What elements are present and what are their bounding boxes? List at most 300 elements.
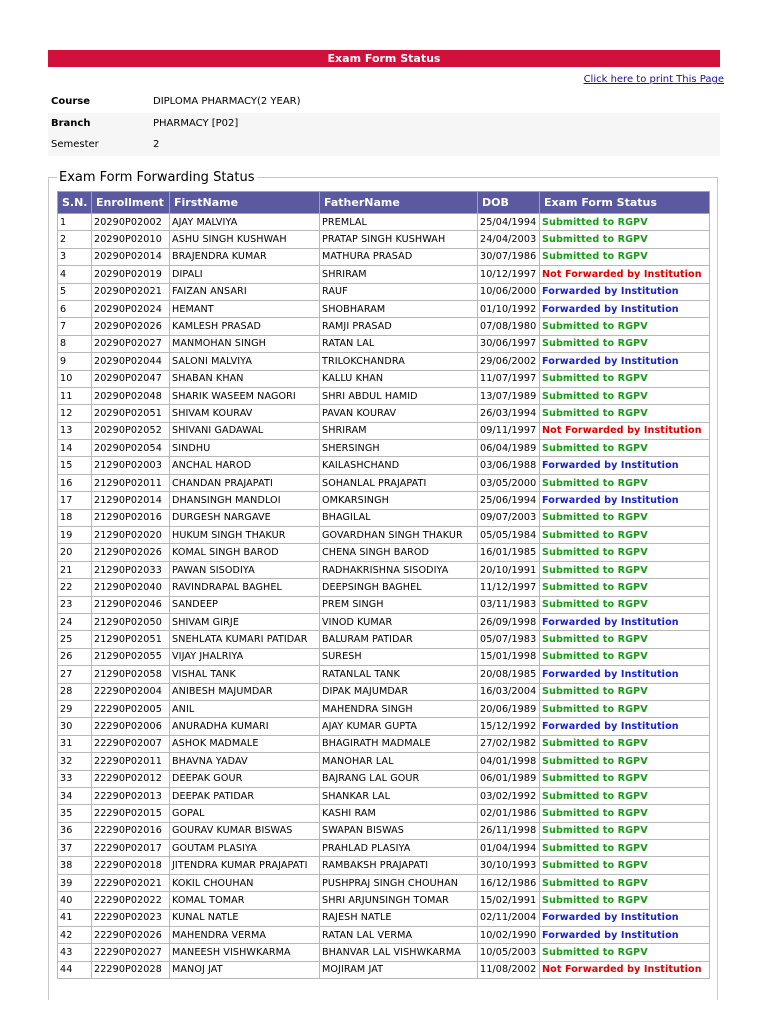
cell-enrollment: 20290P02024 — [92, 300, 170, 317]
table-row — [58, 370, 710, 387]
cell-fathername: SWAPAN BISWAS — [320, 822, 478, 839]
info-label: Semester — [48, 134, 150, 156]
cell-firstname: MAHENDRA VERMA — [170, 927, 320, 944]
cell-fathername: PREM SINGH — [320, 596, 478, 613]
cell-dob: 10/12/1997 — [478, 266, 540, 283]
table-row — [58, 840, 710, 857]
cell-fathername: SOHANLAL PRAJAPATI — [320, 474, 478, 491]
cell-firstname: MANEESH VISHWKARMA — [170, 944, 320, 961]
column-header-exam-form-status[interactable]: Exam Form Status — [540, 192, 710, 214]
cell-enrollment: 20290P02010 — [92, 231, 170, 248]
cell-dob: 03/11/1983 — [478, 596, 540, 613]
cell-status: Forwarded by Institution — [540, 613, 710, 630]
cell-status: Submitted to RGPV — [540, 509, 710, 526]
course-info-table — [48, 91, 720, 156]
cell-status: Submitted to RGPV — [540, 753, 710, 770]
column-header-firstname[interactable]: FirstName — [170, 192, 320, 214]
cell-enrollment: 20290P02044 — [92, 353, 170, 370]
cell-enrollment: 20290P02026 — [92, 318, 170, 335]
cell-status: Submitted to RGPV — [540, 561, 710, 578]
cell-status: Submitted to RGPV — [540, 648, 710, 665]
cell-fathername: GOVARDHAN SINGH THAKUR — [320, 527, 478, 544]
cell-status: Submitted to RGPV — [540, 579, 710, 596]
cell-dob: 05/07/1983 — [478, 631, 540, 648]
cell-fathername: MOJIRAM JAT — [320, 961, 478, 978]
table-row — [58, 509, 710, 526]
cell-sn: 34 — [58, 787, 92, 804]
table-row — [58, 892, 710, 909]
cell-firstname: DHANSINGH MANDLOI — [170, 492, 320, 509]
table-row — [58, 405, 710, 422]
cell-firstname: ASHOK MADMALE — [170, 735, 320, 752]
table-row — [58, 735, 710, 752]
cell-enrollment: 22290P02028 — [92, 961, 170, 978]
cell-fathername: MATHURA PRASAD — [320, 248, 478, 265]
cell-status: Submitted to RGPV — [540, 440, 710, 457]
cell-enrollment: 22290P02017 — [92, 840, 170, 857]
cell-firstname: SINDHU — [170, 440, 320, 457]
cell-enrollment: 21290P02003 — [92, 457, 170, 474]
cell-status: Forwarded by Institution — [540, 353, 710, 370]
cell-status: Submitted to RGPV — [540, 596, 710, 613]
cell-enrollment: 20290P02051 — [92, 405, 170, 422]
print-page-link[interactable]: Click here to print This Page — [583, 74, 724, 85]
cell-sn: 44 — [58, 961, 92, 978]
cell-firstname: ANIL — [170, 700, 320, 717]
cell-status: Submitted to RGPV — [540, 700, 710, 717]
cell-status: Not Forwarded by Institution — [540, 266, 710, 283]
cell-dob: 11/08/2002 — [478, 961, 540, 978]
cell-firstname: MANMOHAN SINGH — [170, 335, 320, 352]
cell-sn: 31 — [58, 735, 92, 752]
cell-status: Submitted to RGPV — [540, 874, 710, 891]
cell-dob: 15/02/1991 — [478, 892, 540, 909]
cell-dob: 26/03/1994 — [478, 405, 540, 422]
table-row — [58, 613, 710, 630]
table-row — [58, 248, 710, 265]
cell-sn: 9 — [58, 353, 92, 370]
table-row — [58, 718, 710, 735]
cell-status: Submitted to RGPV — [540, 822, 710, 839]
cell-enrollment: 21290P02026 — [92, 544, 170, 561]
cell-dob: 20/10/1991 — [478, 561, 540, 578]
cell-dob: 30/06/1997 — [478, 335, 540, 352]
cell-enrollment: 20290P02054 — [92, 440, 170, 457]
cell-sn: 8 — [58, 335, 92, 352]
cell-firstname: HEMANT — [170, 300, 320, 317]
cell-fathername: PRATAP SINGH KUSHWAH — [320, 231, 478, 248]
cell-enrollment: 20290P02027 — [92, 335, 170, 352]
status-table — [57, 191, 710, 979]
cell-firstname: DEEPAK PATIDAR — [170, 787, 320, 804]
cell-status: Submitted to RGPV — [540, 840, 710, 857]
cell-enrollment: 21290P02011 — [92, 474, 170, 491]
cell-enrollment: 21290P02016 — [92, 509, 170, 526]
cell-enrollment: 22290P02005 — [92, 700, 170, 717]
cell-fathername: RATAN LAL VERMA — [320, 927, 478, 944]
cell-sn: 28 — [58, 683, 92, 700]
cell-firstname: ANURADHA KUMARI — [170, 718, 320, 735]
cell-firstname: JITENDRA KUMAR PRAJAPATI — [170, 857, 320, 874]
info-label: Course — [51, 96, 90, 108]
cell-fathername: PRAHLAD PLASIYA — [320, 840, 478, 857]
column-header-enrollment[interactable]: Enrollment — [92, 192, 170, 214]
cell-enrollment: 22290P02007 — [92, 735, 170, 752]
cell-fathername: MANOHAR LAL — [320, 753, 478, 770]
cell-enrollment: 22290P02006 — [92, 718, 170, 735]
cell-fathername: BHANVAR LAL VISHWKARMA — [320, 944, 478, 961]
table-row — [58, 440, 710, 457]
cell-sn: 10 — [58, 370, 92, 387]
cell-enrollment: 21290P02058 — [92, 666, 170, 683]
cell-dob: 06/01/1989 — [478, 770, 540, 787]
info-label: Branch — [48, 113, 150, 135]
cell-firstname: SHIVAM GIRJE — [170, 613, 320, 630]
cell-fathername: RAJESH NATLE — [320, 909, 478, 926]
table-row — [58, 787, 710, 804]
cell-fathername: KALLU KHAN — [320, 370, 478, 387]
cell-fathername: KASHI RAM — [320, 805, 478, 822]
cell-fathername: BALURAM PATIDAR — [320, 631, 478, 648]
cell-enrollment: 21290P02014 — [92, 492, 170, 509]
info-value: 2 — [150, 134, 720, 156]
cell-enrollment: 22290P02027 — [92, 944, 170, 961]
cell-sn: 27 — [58, 666, 92, 683]
table-row — [58, 231, 710, 248]
cell-sn: 39 — [58, 874, 92, 891]
cell-sn: 5 — [58, 283, 92, 300]
cell-sn: 7 — [58, 318, 92, 335]
cell-dob: 30/07/1986 — [478, 248, 540, 265]
table-row — [58, 579, 710, 596]
cell-sn: 18 — [58, 509, 92, 526]
cell-firstname: SALONI MALVIYA — [170, 353, 320, 370]
cell-fathername: RATANLAL TANK — [320, 666, 478, 683]
cell-dob: 15/12/1992 — [478, 718, 540, 735]
cell-firstname: BRAJENDRA KUMAR — [170, 248, 320, 265]
table-row — [58, 944, 710, 961]
cell-status: Submitted to RGPV — [540, 892, 710, 909]
cell-fathername: BHAGIRATH MADMALE — [320, 735, 478, 752]
cell-dob: 26/09/1998 — [478, 613, 540, 630]
cell-enrollment: 20290P02048 — [92, 387, 170, 404]
table-row — [58, 822, 710, 839]
table-header-row — [58, 192, 710, 214]
cell-fathername: RAMJI PRASAD — [320, 318, 478, 335]
cell-dob: 20/08/1985 — [478, 666, 540, 683]
cell-fathername: BAJRANG LAL GOUR — [320, 770, 478, 787]
column-header-sn[interactable]: S.N. — [58, 192, 92, 214]
table-row — [58, 474, 710, 491]
cell-status: Forwarded by Institution — [540, 666, 710, 683]
table-row — [58, 805, 710, 822]
cell-sn: 32 — [58, 753, 92, 770]
cell-sn: 17 — [58, 492, 92, 509]
status-table-container — [57, 191, 709, 979]
cell-sn: 42 — [58, 927, 92, 944]
table-row — [58, 927, 710, 944]
cell-dob: 02/11/2004 — [478, 909, 540, 926]
cell-enrollment: 22290P02023 — [92, 909, 170, 926]
cell-dob: 02/01/1986 — [478, 805, 540, 822]
cell-firstname: KOMAL SINGH BAROD — [170, 544, 320, 561]
cell-status: Submitted to RGPV — [540, 474, 710, 491]
cell-dob: 10/06/2000 — [478, 283, 540, 300]
section-title: Exam Form Forwarding Status — [59, 170, 255, 185]
cell-fathername: SHRI ARJUNSINGH TOMAR — [320, 892, 478, 909]
cell-fathername: SHANKAR LAL — [320, 787, 478, 804]
cell-sn: 16 — [58, 474, 92, 491]
cell-firstname: GOUTAM PLASIYA — [170, 840, 320, 857]
cell-enrollment: 22290P02026 — [92, 927, 170, 944]
table-row — [58, 422, 710, 439]
cell-sn: 33 — [58, 770, 92, 787]
table-row — [58, 335, 710, 352]
cell-status: Submitted to RGPV — [540, 787, 710, 804]
table-row — [58, 387, 710, 404]
cell-sn: 21 — [58, 561, 92, 578]
cell-firstname: ANIBESH MAJUMDAR — [170, 683, 320, 700]
cell-firstname: VIJAY JHALRIYA — [170, 648, 320, 665]
cell-sn: 38 — [58, 857, 92, 874]
cell-dob: 01/04/1994 — [478, 840, 540, 857]
cell-fathername: AJAY KUMAR GUPTA — [320, 718, 478, 735]
cell-sn: 15 — [58, 457, 92, 474]
cell-status: Forwarded by Institution — [540, 457, 710, 474]
cell-enrollment: 21290P02050 — [92, 613, 170, 630]
cell-sn: 19 — [58, 527, 92, 544]
cell-firstname: ASHU SINGH KUSHWAH — [170, 231, 320, 248]
cell-status: Forwarded by Institution — [540, 718, 710, 735]
cell-enrollment: 22290P02022 — [92, 892, 170, 909]
cell-dob: 03/05/2000 — [478, 474, 540, 491]
cell-dob: 03/06/1988 — [478, 457, 540, 474]
cell-fathername: SHOBHARAM — [320, 300, 478, 317]
cell-firstname: BHAVNA YADAV — [170, 753, 320, 770]
table-row — [58, 214, 710, 231]
cell-dob: 11/12/1997 — [478, 579, 540, 596]
cell-enrollment: 22290P02013 — [92, 787, 170, 804]
cell-firstname: FAIZAN ANSARI — [170, 283, 320, 300]
cell-fathername: SHRI ABDUL HAMID — [320, 387, 478, 404]
cell-firstname: KOKIL CHOUHAN — [170, 874, 320, 891]
cell-status: Submitted to RGPV — [540, 405, 710, 422]
cell-sn: 24 — [58, 613, 92, 630]
cell-fathername: RAUF — [320, 283, 478, 300]
cell-status: Submitted to RGPV — [540, 318, 710, 335]
cell-dob: 01/10/1992 — [478, 300, 540, 317]
cell-firstname: AJAY MALVIYA — [170, 214, 320, 231]
cell-status: Submitted to RGPV — [540, 335, 710, 352]
cell-sn: 12 — [58, 405, 92, 422]
cell-status: Submitted to RGPV — [540, 805, 710, 822]
cell-sn: 14 — [58, 440, 92, 457]
cell-dob: 15/01/1998 — [478, 648, 540, 665]
table-row — [58, 770, 710, 787]
cell-sn: 4 — [58, 266, 92, 283]
cell-fathername: RATAN LAL — [320, 335, 478, 352]
cell-dob: 04/01/1998 — [478, 753, 540, 770]
cell-status: Submitted to RGPV — [540, 683, 710, 700]
table-row — [58, 874, 710, 891]
cell-fathername: DIPAK MAJUMDAR — [320, 683, 478, 700]
cell-enrollment: 22290P02016 — [92, 822, 170, 839]
cell-dob: 11/07/1997 — [478, 370, 540, 387]
cell-sn: 23 — [58, 596, 92, 613]
info-value: DIPLOMA PHARMACY(2 YEAR) — [153, 96, 301, 108]
cell-fathername: MAHENDRA SINGH — [320, 700, 478, 717]
cell-enrollment: 20290P02019 — [92, 266, 170, 283]
cell-firstname: KUNAL NATLE — [170, 909, 320, 926]
cell-sn: 25 — [58, 631, 92, 648]
page-title: Exam Form Status — [327, 52, 441, 65]
cell-enrollment: 22290P02015 — [92, 805, 170, 822]
cell-firstname: KOMAL TOMAR — [170, 892, 320, 909]
table-row — [58, 300, 710, 317]
cell-sn: 22 — [58, 579, 92, 596]
cell-status: Not Forwarded by Institution — [540, 961, 710, 978]
cell-fathername: DEEPSINGH BAGHEL — [320, 579, 478, 596]
cell-firstname: RAVINDRAPAL BAGHEL — [170, 579, 320, 596]
table-row — [58, 857, 710, 874]
cell-sn: 2 — [58, 231, 92, 248]
cell-enrollment: 21290P02040 — [92, 579, 170, 596]
column-header-dob[interactable]: DOB — [478, 192, 540, 214]
cell-enrollment: 21290P02051 — [92, 631, 170, 648]
table-row — [58, 266, 710, 283]
cell-dob: 09/07/2003 — [478, 509, 540, 526]
cell-dob: 24/04/2003 — [478, 231, 540, 248]
cell-dob: 29/06/2002 — [478, 353, 540, 370]
cell-fathername: SURESH — [320, 648, 478, 665]
page-header-bar — [48, 50, 720, 67]
cell-sn: 36 — [58, 822, 92, 839]
cell-dob: 05/05/1984 — [478, 527, 540, 544]
info-row-semester — [48, 134, 720, 156]
cell-firstname: DEEPAK GOUR — [170, 770, 320, 787]
cell-status: Submitted to RGPV — [540, 248, 710, 265]
table-row — [58, 457, 710, 474]
cell-sn: 29 — [58, 700, 92, 717]
info-row-branch — [48, 113, 720, 135]
cell-fathername: SHRIRAM — [320, 422, 478, 439]
cell-firstname: SHIVAM KOURAV — [170, 405, 320, 422]
cell-enrollment: 20290P02047 — [92, 370, 170, 387]
cell-sn: 26 — [58, 648, 92, 665]
cell-status: Submitted to RGPV — [540, 735, 710, 752]
cell-firstname: SNEHLATA KUMARI PATIDAR — [170, 631, 320, 648]
cell-fathername: CHENA SINGH BAROD — [320, 544, 478, 561]
cell-firstname: SHIVANI GADAWAL — [170, 422, 320, 439]
table-row — [58, 666, 710, 683]
cell-sn: 41 — [58, 909, 92, 926]
table-row — [58, 561, 710, 578]
cell-status: Submitted to RGPV — [540, 770, 710, 787]
cell-sn: 30 — [58, 718, 92, 735]
cell-sn: 43 — [58, 944, 92, 961]
cell-status: Submitted to RGPV — [540, 857, 710, 874]
cell-dob: 07/08/1980 — [478, 318, 540, 335]
table-row — [58, 961, 710, 978]
cell-status: Submitted to RGPV — [540, 527, 710, 544]
cell-firstname: CHANDAN PRAJAPATI — [170, 474, 320, 491]
cell-enrollment: 21290P02020 — [92, 527, 170, 544]
cell-dob: 30/10/1993 — [478, 857, 540, 874]
cell-dob: 09/11/1997 — [478, 422, 540, 439]
column-header-fathername[interactable]: FatherName — [320, 192, 478, 214]
cell-enrollment: 22290P02004 — [92, 683, 170, 700]
cell-status: Forwarded by Institution — [540, 300, 710, 317]
table-row — [58, 753, 710, 770]
cell-firstname: DIPALI — [170, 266, 320, 283]
table-row — [58, 596, 710, 613]
cell-status: Submitted to RGPV — [540, 944, 710, 961]
cell-dob: 26/11/1998 — [478, 822, 540, 839]
cell-fathername: RADHAKRISHNA SISODIYA — [320, 561, 478, 578]
cell-status: Submitted to RGPV — [540, 544, 710, 561]
cell-dob: 25/04/1994 — [478, 214, 540, 231]
cell-fathername: OMKARSINGH — [320, 492, 478, 509]
table-row — [58, 909, 710, 926]
cell-enrollment: 22290P02021 — [92, 874, 170, 891]
cell-enrollment: 20290P02052 — [92, 422, 170, 439]
cell-status: Submitted to RGPV — [540, 631, 710, 648]
cell-dob: 16/01/1985 — [478, 544, 540, 561]
cell-sn: 6 — [58, 300, 92, 317]
cell-enrollment: 20290P02021 — [92, 283, 170, 300]
cell-fathername: PAVAN KOURAV — [320, 405, 478, 422]
cell-fathername: VINOD KUMAR — [320, 613, 478, 630]
cell-dob: 27/02/1982 — [478, 735, 540, 752]
cell-status: Forwarded by Institution — [540, 492, 710, 509]
cell-firstname: GOPAL — [170, 805, 320, 822]
cell-dob: 16/12/1986 — [478, 874, 540, 891]
cell-dob: 16/03/2004 — [478, 683, 540, 700]
cell-enrollment: 22290P02012 — [92, 770, 170, 787]
cell-status: Submitted to RGPV — [540, 214, 710, 231]
table-row — [58, 283, 710, 300]
cell-firstname: GOURAV KUMAR BISWAS — [170, 822, 320, 839]
cell-firstname: SHABAN KHAN — [170, 370, 320, 387]
cell-firstname: HUKUM SINGH THAKUR — [170, 527, 320, 544]
cell-firstname: VISHAL TANK — [170, 666, 320, 683]
cell-status: Not Forwarded by Institution — [540, 422, 710, 439]
cell-sn: 11 — [58, 387, 92, 404]
info-value: PHARMACY [P02] — [150, 113, 720, 135]
cell-fathername: RAMBAKSH PRAJAPATI — [320, 857, 478, 874]
cell-dob: 10/02/1990 — [478, 927, 540, 944]
cell-status: Forwarded by Institution — [540, 283, 710, 300]
table-row — [58, 492, 710, 509]
cell-fathername: SHERSINGH — [320, 440, 478, 457]
table-row — [58, 353, 710, 370]
cell-enrollment: 21290P02055 — [92, 648, 170, 665]
cell-enrollment: 22290P02018 — [92, 857, 170, 874]
cell-enrollment: 21290P02046 — [92, 596, 170, 613]
cell-firstname: DURGESH NARGAVE — [170, 509, 320, 526]
cell-firstname: PAWAN SISODIYA — [170, 561, 320, 578]
cell-fathername: BHAGILAL — [320, 509, 478, 526]
table-row — [58, 544, 710, 561]
cell-status: Forwarded by Institution — [540, 927, 710, 944]
table-row — [58, 700, 710, 717]
info-row-course — [48, 91, 720, 113]
cell-sn: 37 — [58, 840, 92, 857]
cell-status: Forwarded by Institution — [540, 909, 710, 926]
cell-firstname: SHARIK WASEEM NAGORI — [170, 387, 320, 404]
cell-sn: 1 — [58, 214, 92, 231]
cell-sn: 35 — [58, 805, 92, 822]
